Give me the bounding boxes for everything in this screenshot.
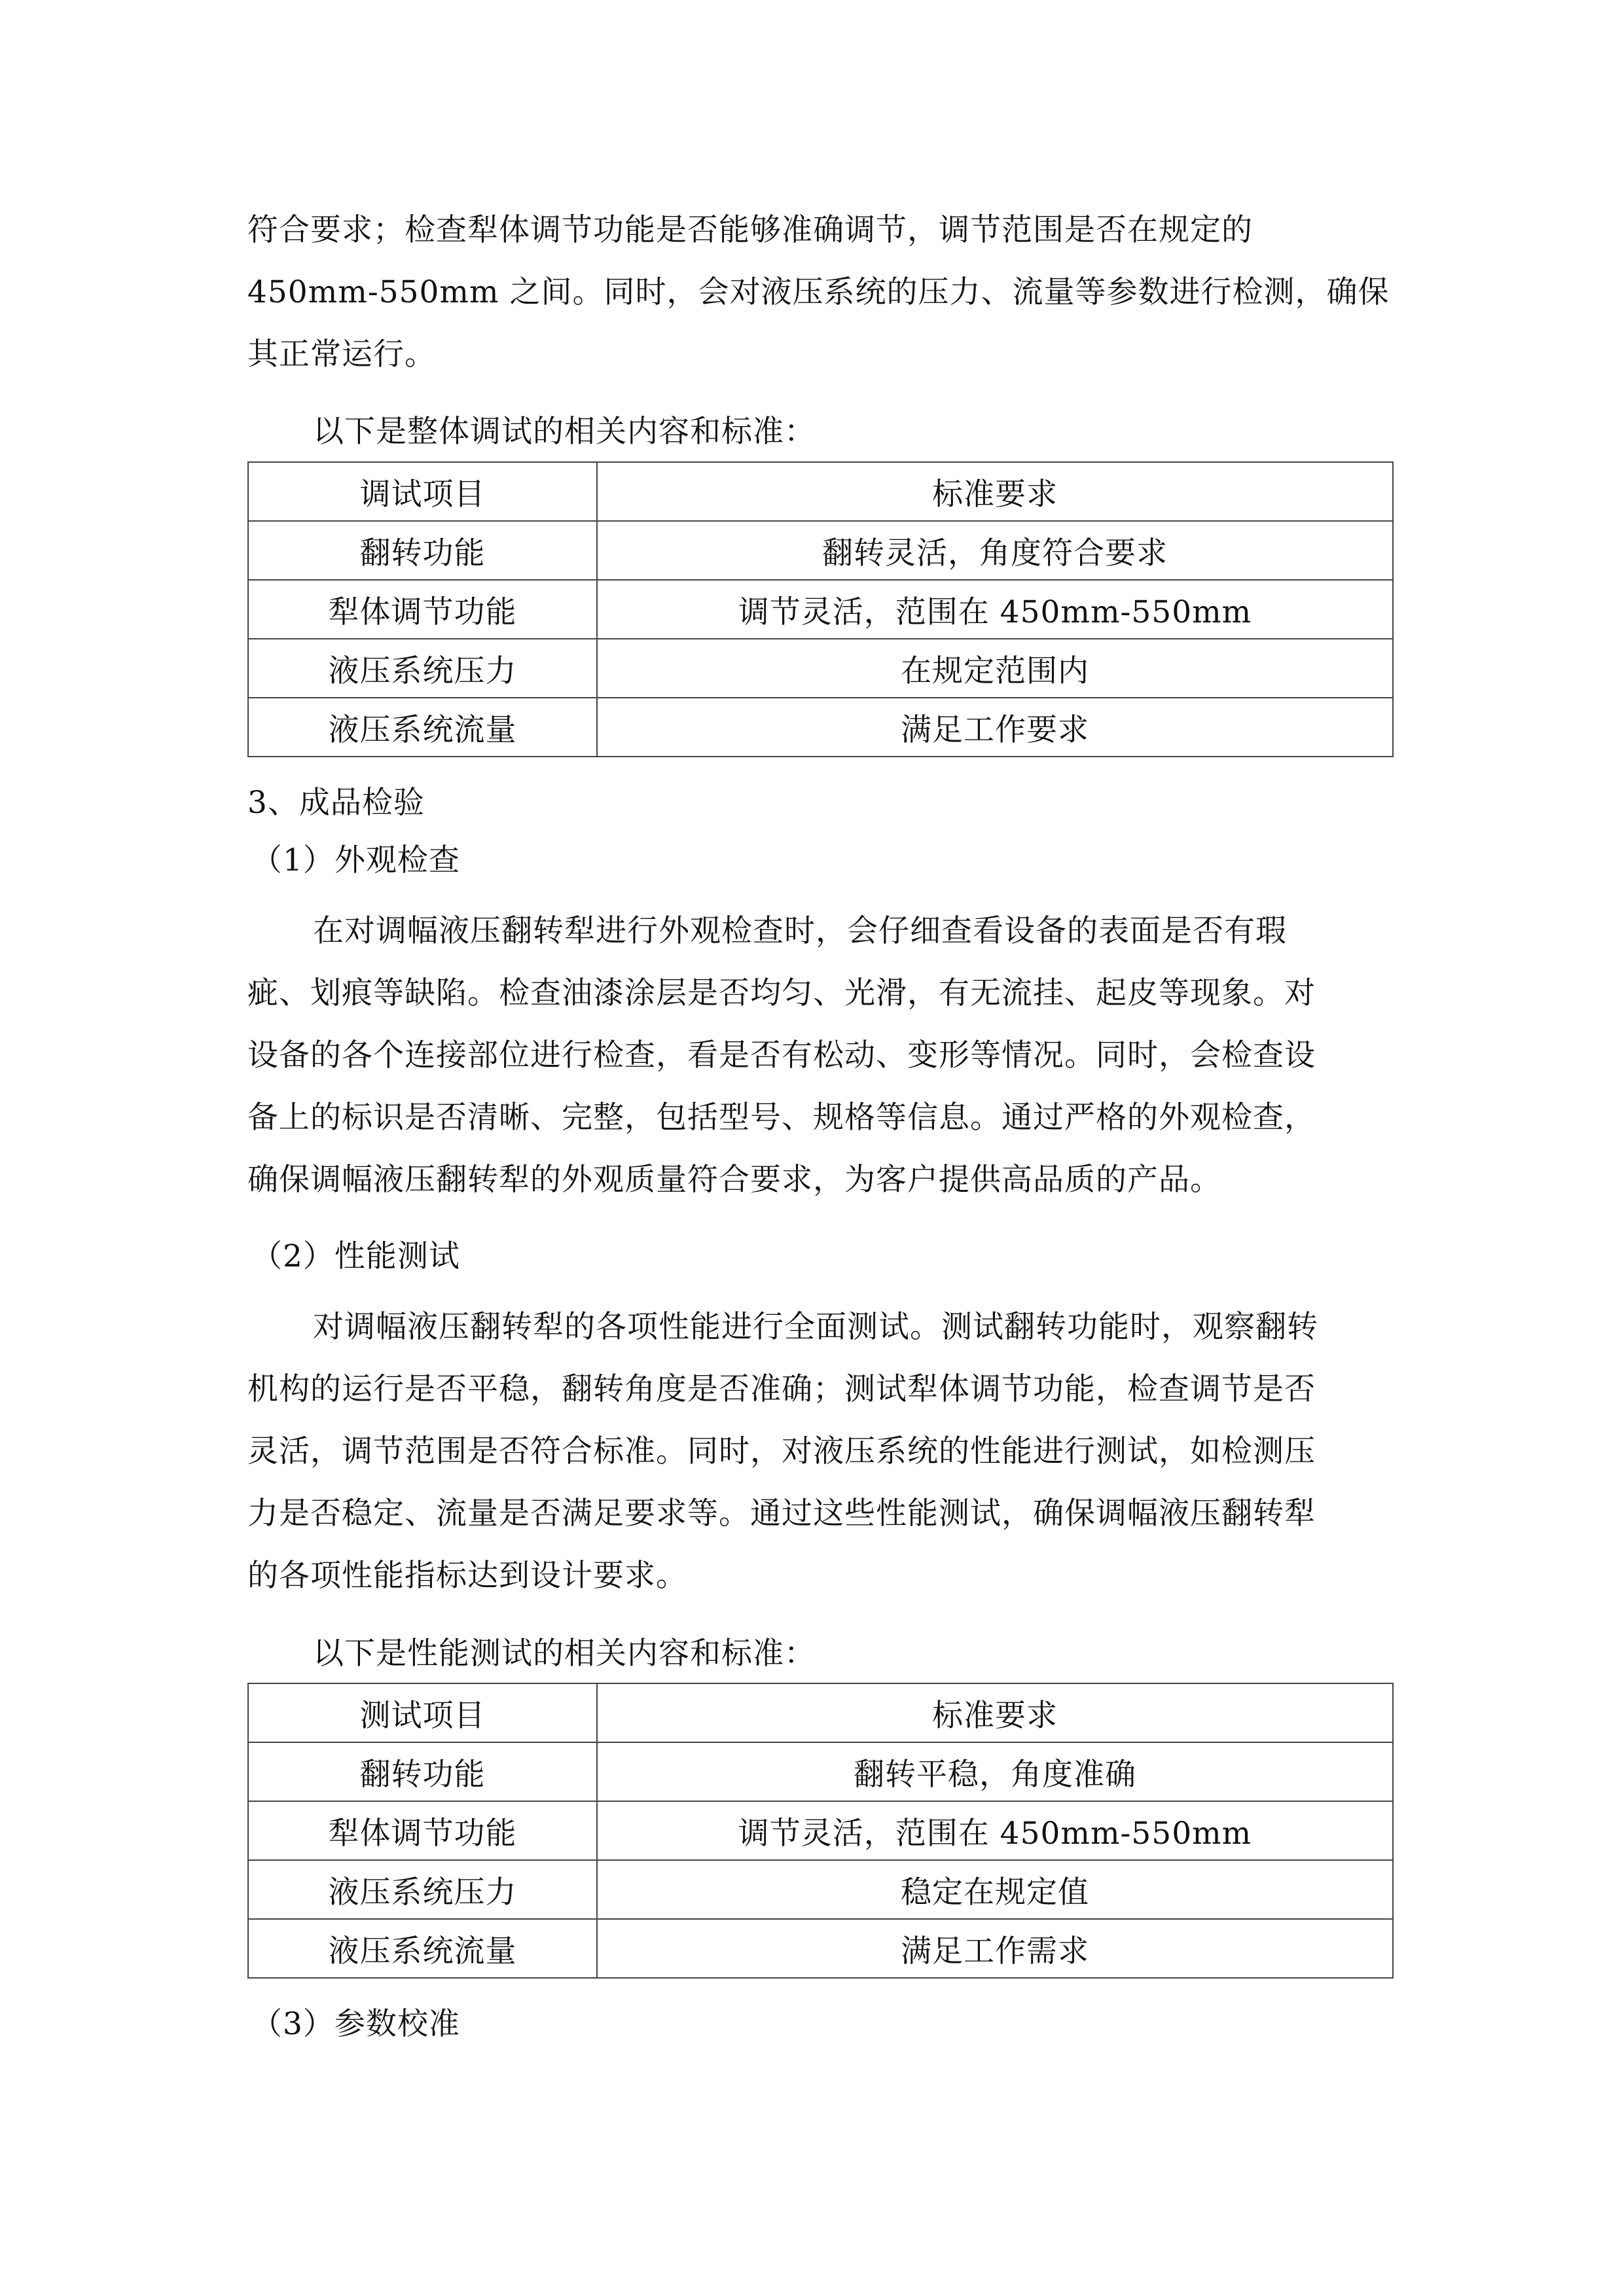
paragraph-line: 机构的运行是否平稳，翻转角度是否准确；测试犁体调节功能，检查调节是否: [247, 1371, 1316, 1407]
table-row: [248, 698, 1393, 757]
table-header-cell: 标准要求: [597, 462, 1393, 521]
subsection-heading: （3）参数校准: [251, 2006, 460, 2042]
paragraph-line: 的各项性能指标达到设计要求。: [247, 1558, 687, 1594]
paragraph-line: 符合要求；检查犁体调节功能是否能够准确调节，调节范围是否在规定的: [247, 212, 1253, 248]
paragraph-line: 灵活，调节范围是否符合标准。同时，对液压系统的性能进行测试，如检测压: [247, 1433, 1316, 1469]
table-cell: 液压系统流量: [248, 1919, 597, 1978]
table-row: [248, 1919, 1393, 1978]
table-header-cell: 调试项目: [248, 462, 597, 521]
table-cell: 液压系统压力: [248, 1860, 597, 1919]
table-row: [248, 639, 1393, 698]
debug-standards-table: [247, 461, 1394, 757]
paragraph-line: 力是否稳定、流量是否满足要求等。通过这些性能测试，确保调幅液压翻转犁: [247, 1496, 1316, 1532]
paragraph-line: 对调幅液压翻转犁的各项性能进行全面测试。测试翻转功能时，观察翻转: [313, 1309, 1318, 1345]
paragraph-line: 备上的标识是否清晰、完整，包括型号、规格等信息。通过严格的外观检查，: [247, 1100, 1316, 1136]
table-intro: 以下是整体调试的相关内容和标准：: [313, 414, 816, 450]
table-intro: 以下是性能测试的相关内容和标准：: [313, 1636, 816, 1672]
section-heading: 3、成品检验: [247, 785, 425, 821]
performance-test-table: [247, 1683, 1394, 1979]
table-cell: 在规定范围内: [597, 639, 1393, 698]
subsection-heading: （1）外观检查: [251, 842, 460, 878]
table-row: [248, 521, 1393, 580]
table-header-row: [248, 1683, 1393, 1742]
table-cell: 调节灵活，范围在 450mm-550mm: [597, 580, 1393, 639]
table-cell: 翻转功能: [248, 521, 597, 580]
paragraph-line: 设备的各个连接部位进行检查，看是否有松动、变形等情况。同时，会检查设: [247, 1037, 1316, 1073]
table-cell: 翻转灵活，角度符合要求: [597, 521, 1393, 580]
subsection-heading: （2）性能测试: [251, 1238, 460, 1274]
paragraph-line: 疵、划痕等缺陷。检查油漆涂层是否均匀、光滑，有无流挂、起皮等现象。对: [247, 975, 1316, 1011]
table-cell: 翻转平稳，角度准确: [597, 1742, 1393, 1801]
table-header-cell: 测试项目: [248, 1683, 597, 1742]
table-cell: 稳定在规定值: [597, 1860, 1393, 1919]
table-cell: 犁体调节功能: [248, 1801, 597, 1860]
table-cell: 满足工作要求: [597, 698, 1393, 757]
table-cell: 液压系统压力: [248, 639, 597, 698]
table-row: [248, 580, 1393, 639]
paragraph-line: 在对调幅液压翻转犁进行外观检查时，会仔细查看设备的表面是否有瑕: [313, 913, 1287, 949]
table-cell: 满足工作需求: [597, 1919, 1393, 1978]
table-header-cell: 标准要求: [597, 1683, 1393, 1742]
table-cell: 翻转功能: [248, 1742, 597, 1801]
table-row: [248, 1742, 1393, 1801]
table-header-row: [248, 462, 1393, 521]
paragraph-line: 确保调幅液压翻转犁的外观质量符合要求，为客户提供高品质的产品。: [247, 1162, 1221, 1198]
table-cell: 犁体调节功能: [248, 580, 597, 639]
table-cell: 调节灵活，范围在 450mm-550mm: [597, 1801, 1393, 1860]
table-row: [248, 1860, 1393, 1919]
paragraph-line: 450mm-550mm 之间。同时，会对液压系统的压力、流量等参数进行检测，确保: [247, 274, 1390, 310]
table-cell: 液压系统流量: [248, 698, 597, 757]
table-row: [248, 1801, 1393, 1860]
paragraph-line: 其正常运行。: [247, 336, 436, 372]
